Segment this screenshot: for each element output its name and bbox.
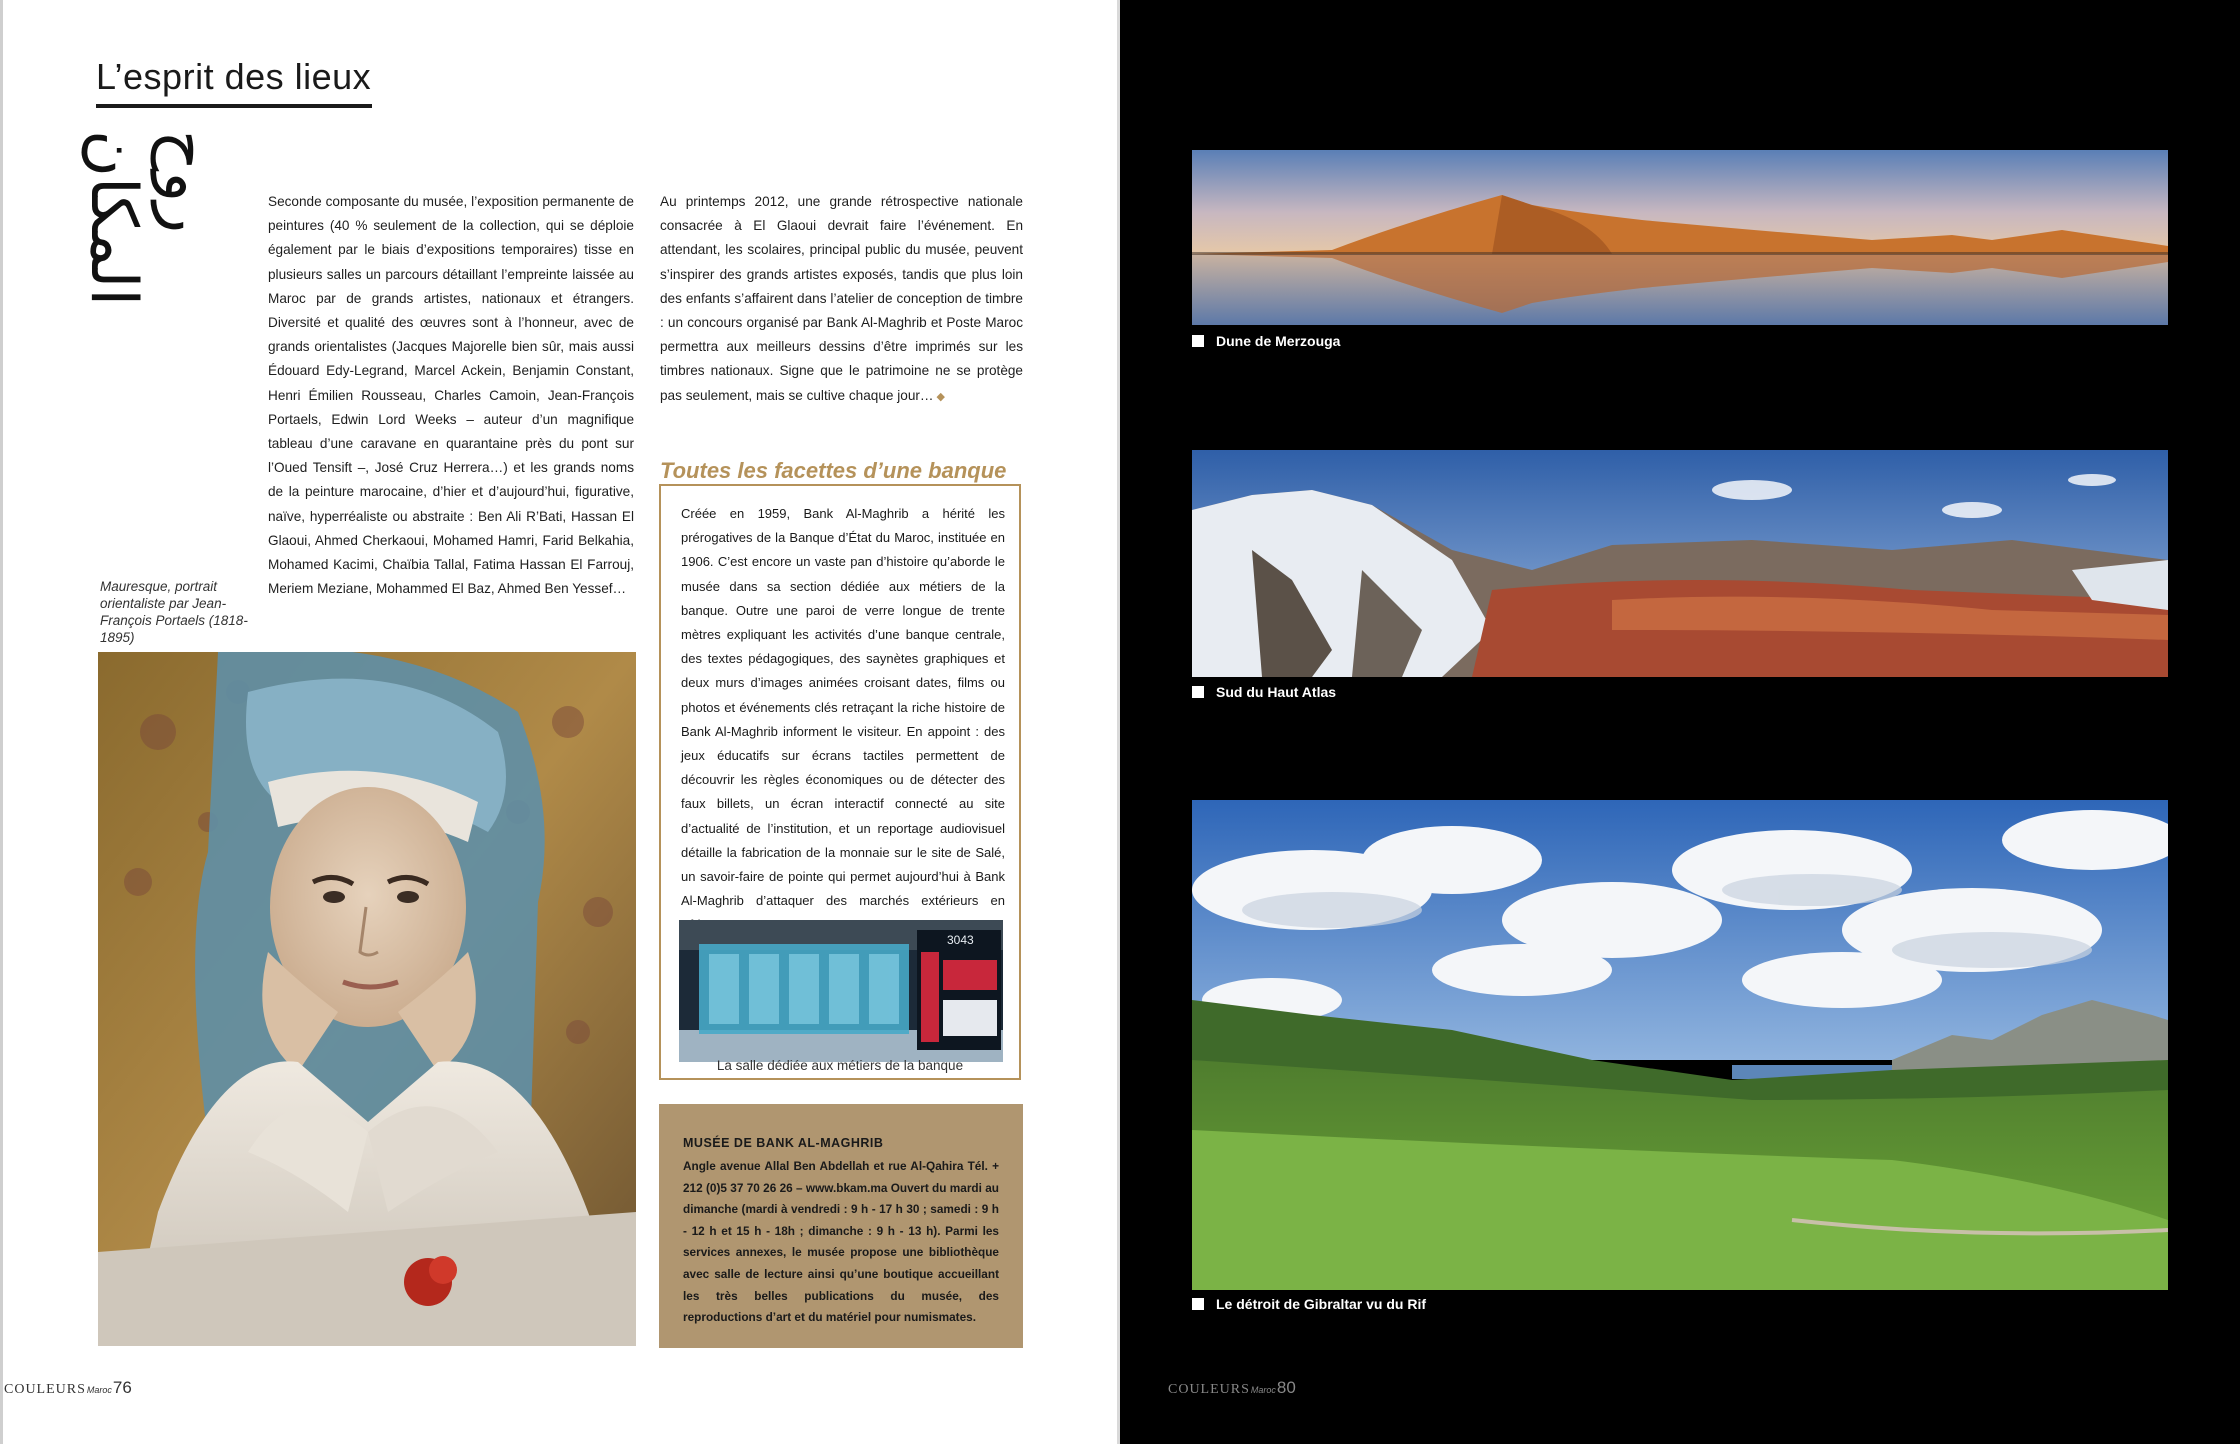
caption-bullet <box>1192 335 1204 347</box>
caption-text: Dune de Merzouga <box>1216 333 1341 349</box>
section-title: L’esprit des lieux <box>96 56 372 97</box>
bank-photo-caption: La salle dédiée aux métiers de la banque <box>716 1058 964 1073</box>
painting-caption: Mauresque, portrait orientaliste par Jean-François Portaels (1818-1895) <box>100 579 248 645</box>
screen-number: 3043 <box>947 933 974 947</box>
title-underline <box>96 104 372 108</box>
caption-bullet <box>1192 1298 1204 1310</box>
arabic-title: روح المكان <box>76 130 224 307</box>
article-column-2-text: Au printemps 2012, une grande rétrospective nationale consacrée à El Glaoui devrait faire l’événement. En attendant, les scolaires, principal public du musée, peuvent s’inspirer des grands artistes exposés, tandis que plus loin des enfants s’affairent dans l’atelier de conception de timbre : un concours organisé par Bank Al-Maghrib et Poste Maroc permettra aux meilleurs dessins d’être imprimés sur les timbres nationaux. Signe que le patrimoine ne se protège pas seulement, mais se cultive chaque jour… <box>660 194 1023 403</box>
sidebar-heading: Toutes les facettes d’une banque <box>660 458 1007 483</box>
article-column-2 <box>660 190 1023 409</box>
photo-caption-haut-atlas <box>1192 684 1336 700</box>
caption-text: Le détroit de Gibraltar vu du Rif <box>1216 1296 1427 1312</box>
brand-sub: Maroc <box>1250 1385 1276 1395</box>
article-column-1: Seconde composante du musée, l’exposition permanente de peintures (40 % seulement de la collection, qui se déploie également par le biais d’expositions temporaires) tisse en plusieurs salles un parcours détaillant l’empreinte laissée au Maroc par de grands artistes, nationaux et étrangers. Diversité et qualité des œuvres sont à l’honneur, avec de grands orientalistes (Jacques Majorelle bien sûr, mais aussi Édouard Edy-Legrand, Marcel Ackein, Benjamin Constant, Henri Émilien Rousseau, Charles Camoin, Jean-François Portaels, Edwin Lord Weeks – auteur d’un magnifique tableau d’une caravane en quarantaine près du pont sur l’Oued Tensift –, José Cruz Herrera…) et les grands noms de la peinture marocaine, d’hier et d’aujourd’hui, figurative, naïve, hyperréaliste ou abstraite : Ben Ali R’Bati, Hassan El Glaoui, Ahmed Cherkaoui, Mohamed Hamri, Farid Belkahia, Mohamed Kacimi, Chaïbia Tallal, Fatima Hassan El Farrouj, Meriem Meziane, Mohammed El Baz, Ahmed Ben Yessef… <box>268 194 634 597</box>
caption-bullet <box>1192 686 1204 698</box>
folio-left <box>4 1378 132 1398</box>
brand-logo: COULEURS <box>4 1382 86 1397</box>
folio-right <box>1168 1378 1296 1398</box>
museum-info-box <box>659 1104 1023 1348</box>
brand-sub: Maroc <box>86 1385 112 1395</box>
gibraltar-rif-photo <box>1192 800 2168 1290</box>
photo-caption-merzouga <box>1192 333 1340 349</box>
sidebar-box <box>659 484 1021 1080</box>
page-edge <box>0 0 3 1444</box>
caption-text: Sud du Haut Atlas <box>1216 684 1337 700</box>
photo-caption-gibraltar <box>1192 1296 1426 1312</box>
page-number: 80 <box>1276 1378 1296 1397</box>
bank-hall-photo <box>679 920 1003 1062</box>
brand-logo: COULEURS <box>1168 1382 1250 1397</box>
merzouga-dune-photo <box>1192 150 2168 325</box>
orientalist-portrait-painting <box>98 652 636 1346</box>
info-text: Angle avenue Allal Ben Abdellah et rue Al-Qahira Tél. + 212 (0)5 37 70 26 26 – www.bkam.ma Ouvert du mardi au dimanche (mardi à vendredi : 9 h - 17 h 30 ; samedi : 9 h - 12 h et 15 h - 18h ; dimanche : 9 h - 13 h). Parmi les services annexes, le musée propose une bibliothèque avec salle de lecture ainsi qu’une boutique accueillant les très belles publications du musée, des reproductions d’art et du matériel pour numismates. <box>683 1159 999 1325</box>
info-title: MUSÉE DE BANK AL-MAGHRIB <box>683 1136 884 1150</box>
end-mark: ◆ <box>936 390 945 403</box>
page-number: 76 <box>112 1378 132 1397</box>
sidebar-text: Créée en 1959, Bank Al-Maghrib a hérité les prérogatives de la Banque d’État du Maroc, instituée en 1906. C’est encore un vaste pan d’histoire qu’aborde le musée dans sa section dédiée aux métiers de la banque. Outre une paroi de verre longue de trente mètres expliquant les activités d’une banque centrale, des textes pédagogiques, des saynètes graphiques et deux murs d’images animées croisant dates, films ou photos et événements clés retraçant la riche histoire de Bank Al-Maghrib informent le visiteur. En appoint : des jeux éducatifs sur écrans tactiles permettent de découvrir les règles économiques ou de détecter des faux billets, un écran interactif connecté au site d’actualité de l’institution, et un reportage audiovisuel détaille la fabrication de la monnaie sur le site de Salé, un savoir-faire de pointe qui permet aujourd’hui à Bank Al-Maghrib d’attaquer des marchés extérieurs en <box>681 506 1005 909</box>
haut-atlas-photo <box>1192 450 2168 677</box>
